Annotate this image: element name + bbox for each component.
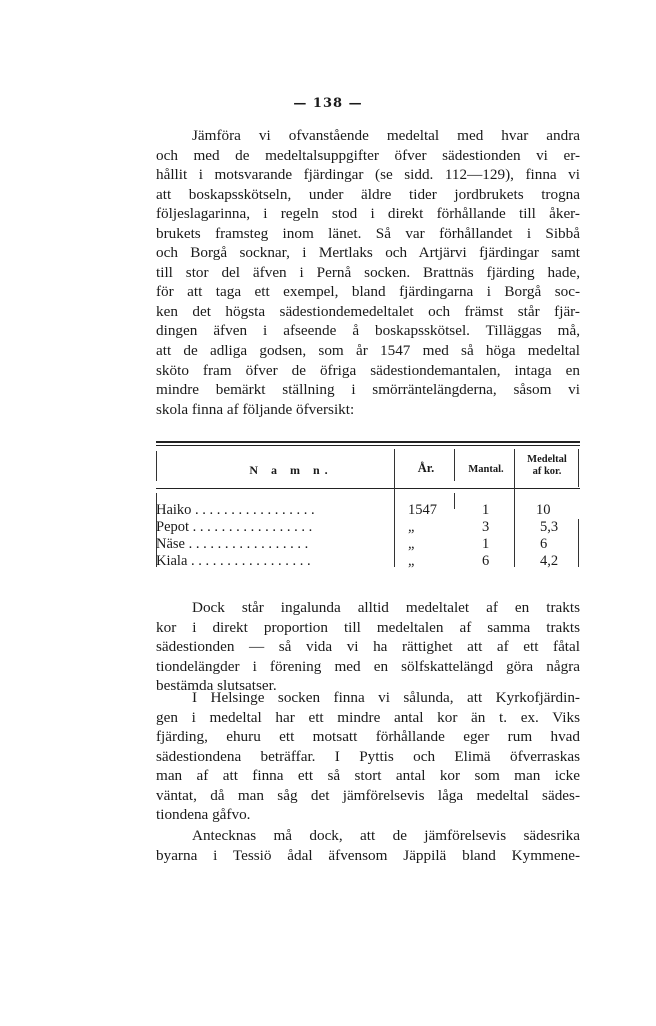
text-line: och Borgå socknar, i Mertlaks och Artjärvi fjärdingar samt xyxy=(156,244,580,262)
row-mantal: 1 xyxy=(482,502,490,518)
table-top-rule-thin xyxy=(156,445,580,446)
row-kor: 10 xyxy=(536,502,551,518)
text-line: fjärding, ehuru ett motsatt förhållande eger rum hvad xyxy=(156,728,580,746)
page-number: — 138 — xyxy=(293,96,363,111)
text-line: ken det högsta sädestiondemedeltalet och främst står fjär- xyxy=(156,302,580,320)
text-line: kor i direkt proportion till medeltalen af samma trakts xyxy=(156,618,580,636)
text-line: byarna i Tessiö ådal äfvensom Jäppilä bland Kymmene- xyxy=(156,846,580,864)
text-line: tiondelängder i förening med en sölfskattelängd göra några xyxy=(156,657,580,675)
text-line: att boskapsskötseln, under äldre tider jordbrukets trogna xyxy=(156,185,580,203)
header-medeltal-line2: af kor. xyxy=(532,466,562,477)
table-row xyxy=(156,502,580,518)
text-line: sköto fram öfver de öfriga sädestiondemantalen, intaga en xyxy=(156,361,580,379)
text-line: brukets framsteg inom länet. Så var förhållandet i Sibbå xyxy=(156,224,580,242)
row-year: „ xyxy=(408,553,415,569)
text-line: mindre bemärkt ställning i smörräntelängderna, såsom vi xyxy=(156,381,580,399)
header-mantal: Mantal. xyxy=(468,464,504,475)
paragraph-2 xyxy=(156,598,580,696)
row-kor: 6 xyxy=(540,536,548,552)
text-line: gen i medeltal har ett mindre antal kor än t. ex. Viks xyxy=(156,708,580,726)
header-name: N a m n. xyxy=(249,463,333,477)
row-year: „ xyxy=(408,519,415,535)
text-line: hållit i motsvarande fjärdingar (se sidd. 112—129), finna vi xyxy=(156,166,580,184)
table-top-rule xyxy=(156,441,580,443)
text-line: till stor del äfven i Pernå socken. Brattnäs fjärding hade, xyxy=(156,263,580,281)
row-mantal: 3 xyxy=(482,519,490,535)
text-line: för att taga ett exempel, bland fjärdingarna i Borgå soc- xyxy=(156,283,580,301)
header-medeltal xyxy=(514,454,580,478)
table-border-line xyxy=(156,451,157,481)
text-line: att de adliga godsen, som år 1547 med så höga medeltal xyxy=(156,342,580,360)
paragraph-3 xyxy=(156,688,580,825)
table-row xyxy=(156,553,580,569)
paragraph-1 xyxy=(156,126,580,419)
header-medeltal-line1: Medeltal xyxy=(527,454,567,465)
text-line: väntat, då man såg det jämförelsevis låga medeltal sädes- xyxy=(156,786,580,804)
text-line: tiondena gåfvo. xyxy=(156,806,251,824)
row-name: Näse . . . . . . . . . . . . . . . . . xyxy=(156,536,309,552)
row-mantal: 1 xyxy=(482,536,490,552)
row-name: Kiala . . . . . . . . . . . . . . . . . xyxy=(156,553,311,569)
text-line: I Helsinge socken finna vi sålunda, att Kyrkofjärdin- xyxy=(192,689,580,706)
row-year: 1547 xyxy=(408,502,437,518)
row-name: Haiko . . . . . . . . . . . . . . . . . xyxy=(156,502,315,518)
text-line: Antecknas må dock, att de jämförelsevis sädesrika xyxy=(192,827,580,844)
text-line: Dock står ingalunda alltid medeltalet af en trakts xyxy=(192,599,580,616)
text-line: följeslagarinna, i regeln stod i direkt förhållande till åker- xyxy=(156,205,580,223)
table-header-rule xyxy=(156,488,580,489)
row-kor: 4,2 xyxy=(540,553,559,569)
text-line: dingen äfven i afseende å boskapsskötsel. Tilläggas må, xyxy=(156,322,580,340)
text-line: skola finna af följande öfversikt: xyxy=(156,400,355,418)
text-line: Jämföra vi ofvanstående medeltal med hvar andra xyxy=(192,127,580,144)
text-line: sädestionden — så vida vi ha rättighet att af ett fåtal xyxy=(156,638,580,656)
paragraph-4 xyxy=(156,826,580,865)
text-line: man af att finna ett så stort antal kor som man icke xyxy=(156,767,580,785)
text-line: sädestiondena beträffar. I Pyttis och Elimä öfverraskas xyxy=(156,747,580,765)
cattle-table xyxy=(156,441,580,571)
row-year: „ xyxy=(408,536,415,552)
row-kor: 5,3 xyxy=(540,519,559,535)
header-year: År. xyxy=(417,461,435,475)
table-row xyxy=(156,536,580,552)
row-mantal: 6 xyxy=(482,553,490,569)
text-line: och med de medeltalsuppgifter öfver sädestionden vi er- xyxy=(156,146,580,164)
table-row xyxy=(156,519,580,535)
text-line: bestämda slutsatser. xyxy=(156,677,277,695)
row-name: Pepot . . . . . . . . . . . . . . . . . xyxy=(156,519,313,535)
